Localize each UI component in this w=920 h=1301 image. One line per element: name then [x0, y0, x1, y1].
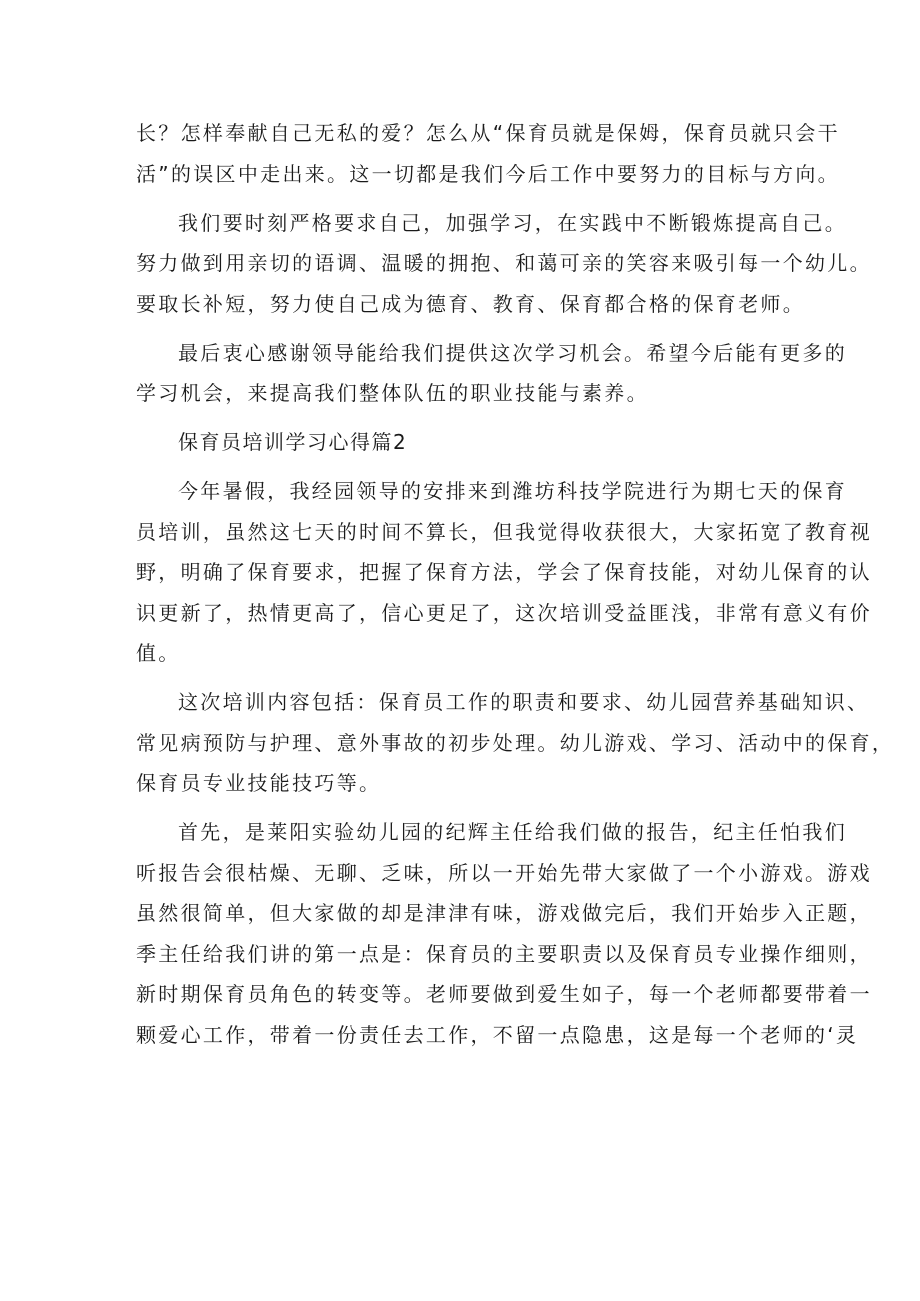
text-line: 学习机会，来提高我们整体队伍的职业技能与素养。	[136, 381, 649, 405]
text-line: 虽然很简单，但大家做的却是津津有味，游戏做完后，我们开始步入正题，	[136, 901, 872, 925]
text-line: 员培训，虽然这七天的时间不算长，但我觉得收获很大，大家拓宽了教育视	[136, 519, 872, 544]
text-line: 值。	[136, 641, 181, 665]
paragraph-summer-training	[136, 471, 872, 674]
text-line: 我们要时刻严格要求自己，加强学习，在实践中不断锻炼提高自己。	[178, 210, 847, 235]
text-line: 野，明确了保育要求，把握了保育方法，学会了保育技能，对幼儿保育的认	[136, 560, 872, 584]
text-line: 努力做到用亲切的语调、温暖的拥抱、和蔼可亲的笑容来吸引每一个幼儿。	[136, 251, 872, 275]
document-body	[136, 113, 895, 1055]
text-line: 听报告会很枯燥、无聊、乏味，所以一开始先带大家做了一个小游戏。游戏	[136, 860, 872, 885]
text-line: 保育员专业技能技巧等。	[136, 771, 382, 795]
paragraph-thanks	[136, 333, 847, 414]
text-line: 常见病预防与护理、意外事故的初步处理。幼儿游戏、学习、活动中的保育，	[136, 730, 895, 755]
section-heading	[136, 422, 796, 463]
paragraph-self-requirement	[136, 203, 872, 325]
paragraph-first-report	[136, 812, 872, 1055]
paragraph-training-content	[136, 682, 895, 804]
text-line: 新时期保育员角色的转变等。老师要做到爱生如子，每一个老师都要带着一	[136, 982, 872, 1006]
text-line: 首先，是莱阳实验幼儿园的纪辉主任给我们做的报告，纪主任怕我们	[178, 820, 847, 844]
text-line: 要取长补短，努力使自己成为德育、教育、保育都合格的保育老师。	[136, 291, 805, 316]
paragraph-continuation	[136, 113, 840, 194]
text-line: 颗爱心工作，带着一份责任去工作，不留一点隐患，这是每一个老师的‘灵	[136, 1022, 859, 1047]
text-line: 长？怎样奉献自己无私的爱？怎么从“保育员就是保姆，保育员就只会干	[136, 121, 840, 145]
section-title: 保育员培训学习心得篇2	[178, 430, 408, 454]
text-line: 最后衷心感谢领导能给我们提供这次学习机会。希望今后能有更多的	[178, 340, 847, 365]
text-line: 季主任给我们讲的第一点是：保育员的主要职责以及保育员专业操作细则，	[136, 941, 872, 966]
text-line: 今年暑假，我经园领导的安排来到潍坊科技学院进行为期七天的保育	[178, 479, 847, 503]
text-line: 这次培训内容包括：保育员工作的职责和要求、幼儿园营养基础知识、	[178, 690, 870, 714]
text-line: 识更新了，热情更高了，信心更足了，这次培训受益匪浅，非常有意义有价	[136, 600, 872, 625]
text-line: 活”的误区中走出来。这一切都是我们今后工作中要努力的目标与方向。	[136, 161, 840, 186]
